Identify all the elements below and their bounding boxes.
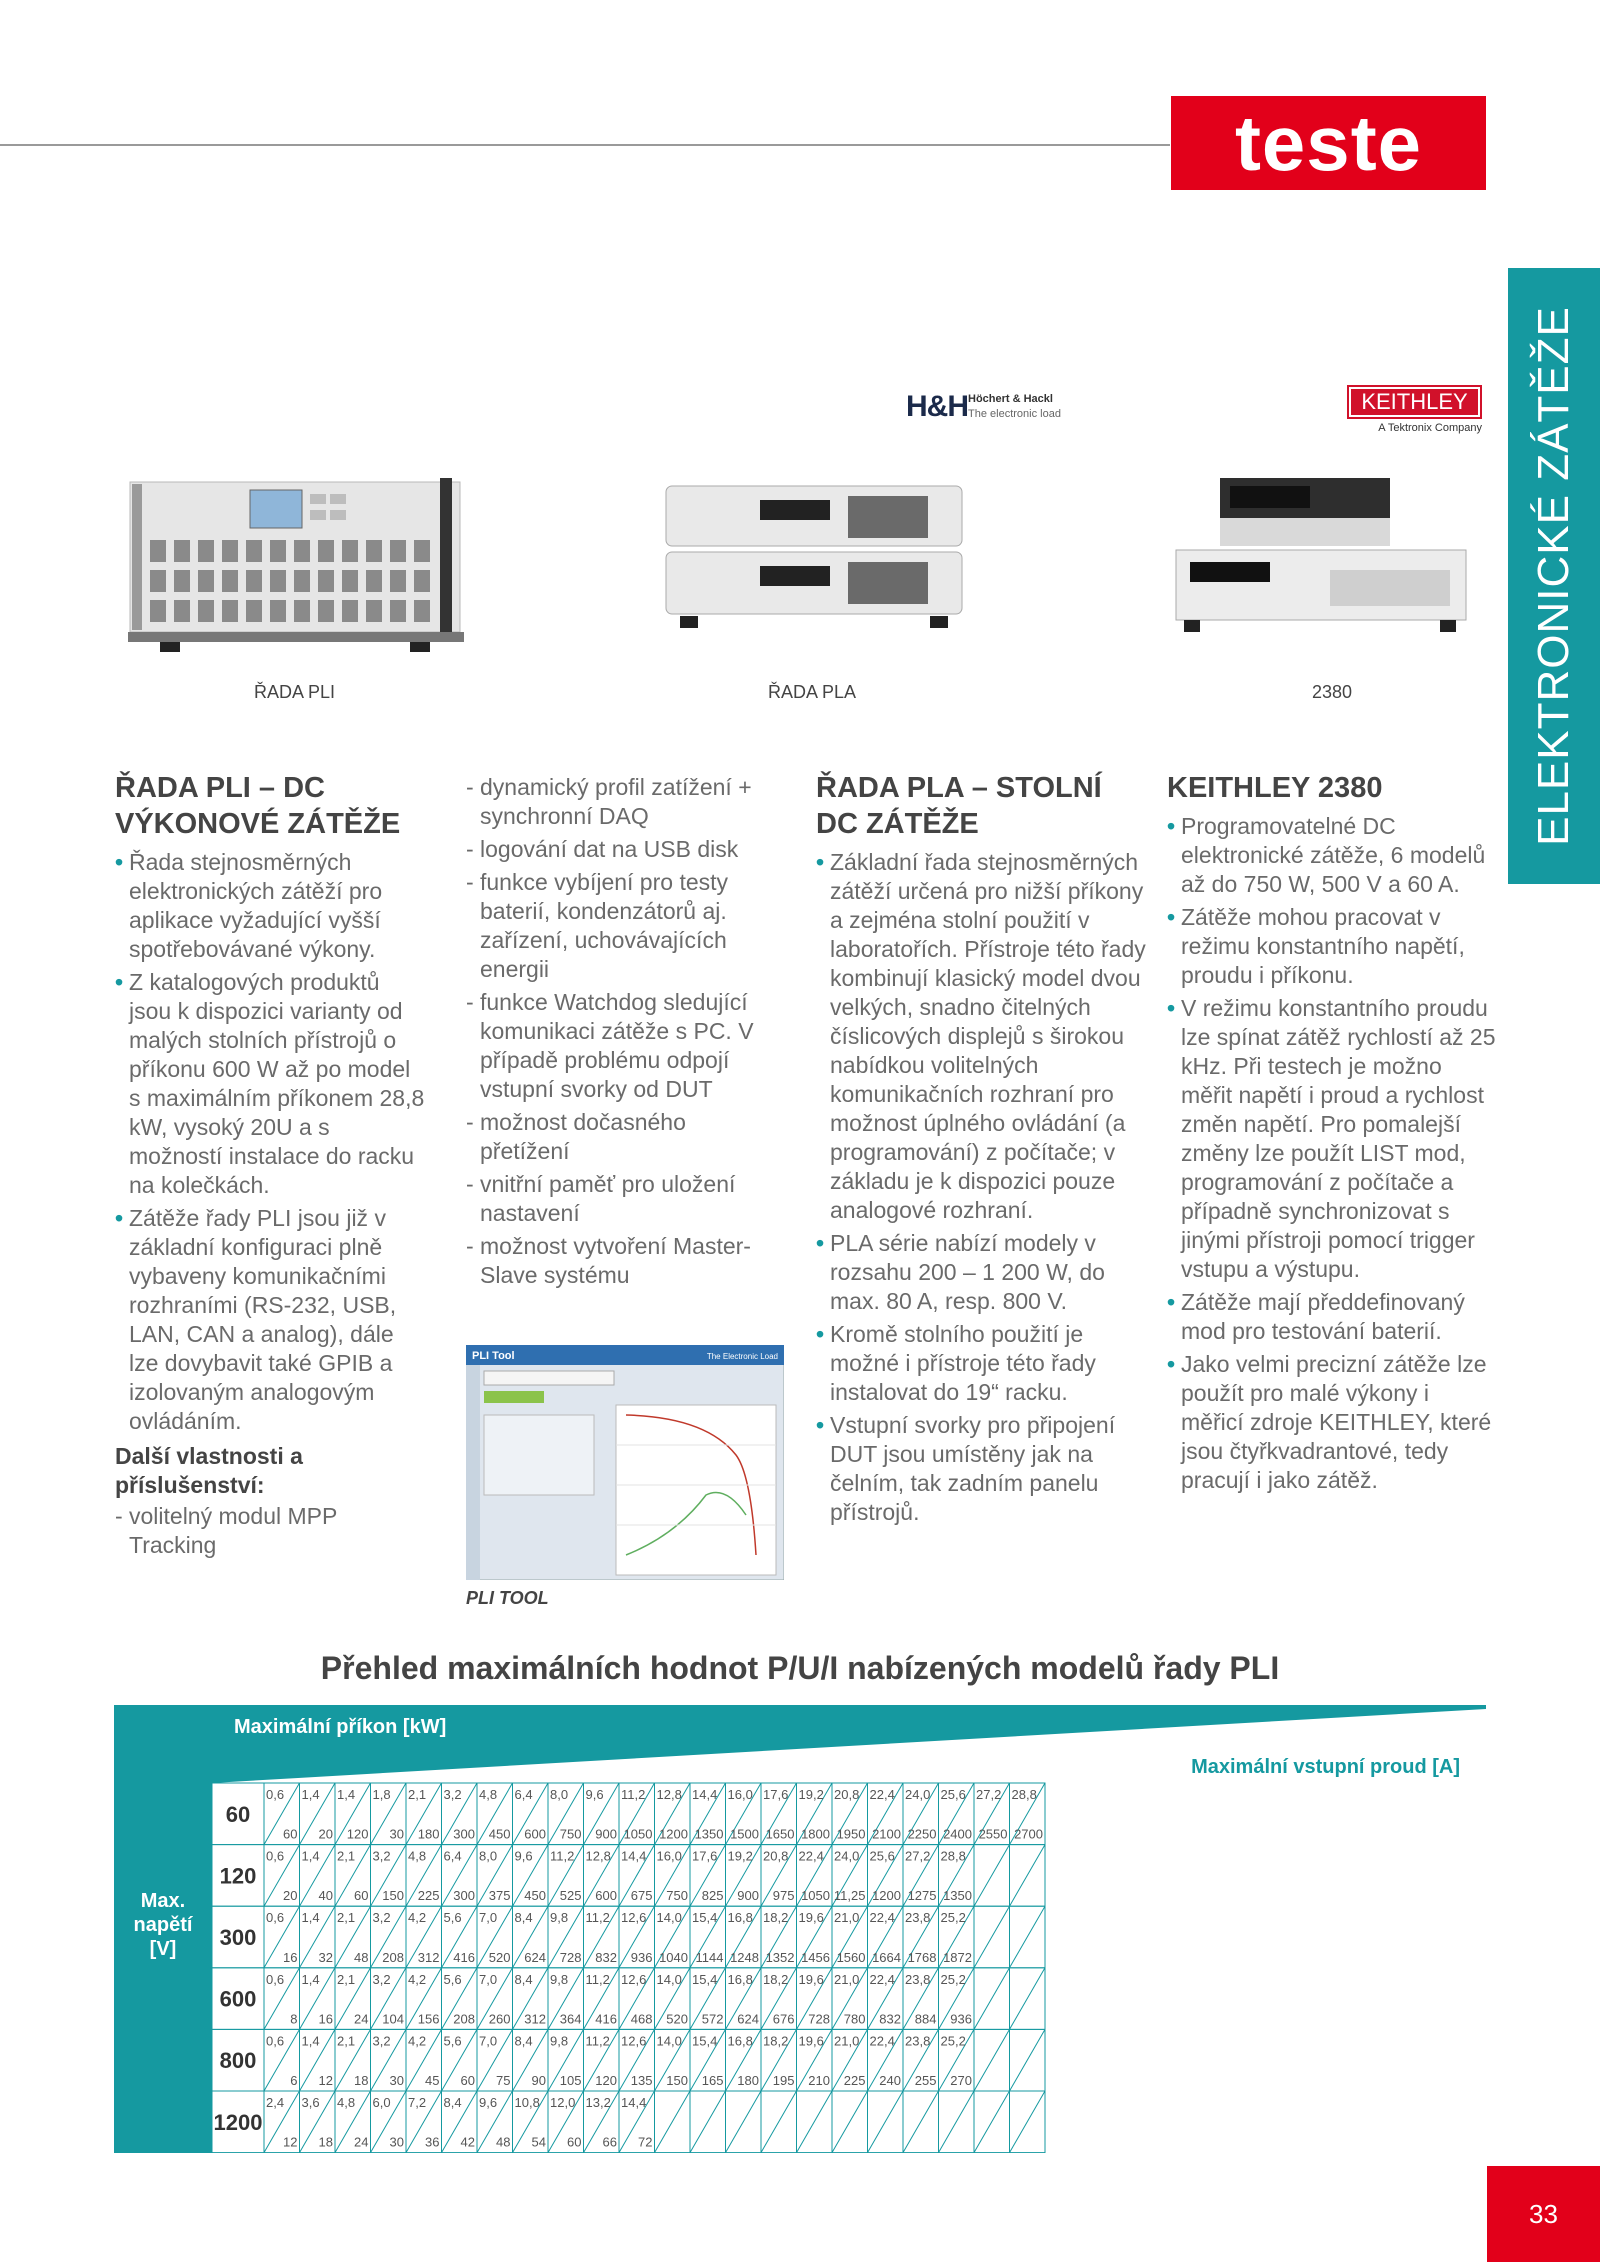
cell-power: 19,2	[727, 1848, 753, 1864]
cell-power: 12,8	[656, 1787, 682, 1802]
cell-current: 12	[283, 2134, 298, 2150]
cell-current: 600	[524, 1826, 546, 1842]
cell-power: 14,4	[692, 1787, 718, 1802]
cell-current: 36	[425, 2134, 440, 2150]
keithley-bullet: • Zátěže mají předdefinovaný mod pro testování baterií.	[1167, 1288, 1497, 1346]
cell-current: 416	[595, 2011, 617, 2027]
cell-current: 60	[567, 2134, 582, 2150]
cell-current: 832	[595, 1949, 617, 1965]
cell-current: 20	[283, 1888, 298, 1904]
cell-power: 9,8	[550, 1971, 569, 1987]
cell-current: 210	[808, 2073, 830, 2088]
cell-power: 22,4	[869, 1910, 895, 1926]
pla-column	[816, 770, 1146, 1531]
hh-logo-line2: The electronic load	[968, 408, 1061, 420]
cell-power: 22,4	[869, 1787, 895, 1802]
cell-current: 2700	[1014, 1826, 1043, 1842]
cell-current: 16	[318, 2011, 333, 2027]
cell-current: 270	[950, 2073, 972, 2088]
cell-power: 20,8	[834, 1787, 860, 1802]
cell-power: 21,0	[834, 2033, 860, 2049]
pli-bullet: • Z katalogových produktů jsou k dispozici varianty od malých stolních přístrojů o příkonu 600 W až po model s maximálním příkonem 28,8 kW, vysoký 20U a s možností instalace do racku na kolečkách.	[115, 968, 425, 1200]
cell-current: 676	[772, 2011, 795, 2027]
cell-current: 750	[559, 1826, 582, 1842]
cell-power: 19,6	[798, 1971, 824, 1987]
cell-current: 18	[354, 2073, 369, 2088]
pla-bullet: • Kromě stolního použití je možné i přístroje této řady instalovat do 19“ racku.	[816, 1320, 1146, 1407]
cell-power: 25,2	[940, 1910, 966, 1926]
cell-power: 6,4	[443, 1848, 462, 1864]
cell-current: 520	[666, 2011, 688, 2027]
pli-feature-item: - možnost vytvoření Master-Slave systému	[466, 1232, 776, 1290]
cell-current: 450	[488, 1826, 511, 1842]
cell-current: 1275	[907, 1888, 937, 1904]
cell-power: 0,6	[266, 2033, 285, 2049]
cell-current: 300	[453, 1826, 475, 1842]
cell-current: 260	[488, 2011, 511, 2027]
cell-power: 4,8	[337, 2095, 356, 2110]
cell-power: 3,2	[443, 1787, 462, 1802]
voltage-row-label: 120	[219, 1863, 257, 1889]
cell-power: 9,6	[514, 1848, 533, 1864]
pli-feature-item: - funkce Watchdog sledující komunikaci zátěže s PC. V případě problému odpojí vstupní svorky od DUT	[466, 988, 776, 1104]
pli-bullet: • Zátěže řady PLI jsou již v základní konfiguraci plně vybaveny komunikačními rozhraními (RS-232, USB, LAN, CAN a analog), dále lze dovybavit také GPIB a izolovaným analogovým ovládáním.	[115, 1204, 425, 1436]
cell-current: 11,25	[833, 1888, 866, 1904]
cell-current: 208	[453, 2011, 475, 2027]
cell-power: 16,8	[727, 1910, 753, 1926]
cell-current: 832	[879, 2011, 901, 2027]
table-title: Přehled maximálních hodnot P/U/I nabízených modelů řady PLI	[320, 1650, 1280, 1686]
cell-current: 8	[290, 2011, 298, 2027]
pui-table	[114, 1705, 1486, 2153]
cell-power: 1,4	[301, 2033, 320, 2049]
cell-current: 18	[318, 2134, 333, 2150]
cell-power: 2,1	[337, 1848, 356, 1864]
cell-power: 8,4	[514, 2033, 533, 2049]
cell-current: 1350	[943, 1888, 972, 1904]
cell-power: 27,2	[976, 1787, 1002, 1802]
voltage-label-line: [V]	[149, 1938, 177, 1960]
hh-logo-mark: H&H	[906, 390, 968, 423]
cell-power: 18,2	[763, 2033, 789, 2049]
cell-power: 16,0	[727, 1787, 753, 1802]
cell-power: 6,0	[372, 2095, 391, 2110]
cell-power: 20,8	[763, 1848, 789, 1864]
pli-tool-app-title: PLI Tool	[472, 1350, 515, 1362]
pli-tool-brand: The Electronic Load	[706, 1352, 778, 1361]
pli-features-column	[466, 773, 776, 1294]
cell-power: 12,0	[550, 2095, 576, 2110]
cell-current: 24	[354, 2134, 369, 2150]
pli-product-image	[120, 470, 480, 670]
voltage-row-label: 60	[225, 1801, 251, 1827]
cell-current: 150	[382, 1888, 404, 1904]
cell-current: 2100	[872, 1826, 901, 1842]
cell-current: 600	[595, 1888, 617, 1904]
cell-current: 624	[524, 1949, 546, 1965]
cell-power: 17,6	[763, 1787, 789, 1802]
cell-current: 1200	[659, 1826, 688, 1842]
cell-power: 11,2	[585, 1910, 610, 1926]
cell-current: 120	[346, 1826, 369, 1842]
cell-current: 416	[453, 1949, 475, 1965]
cell-current: 1040	[659, 1949, 688, 1965]
cell-current: 750	[666, 1888, 688, 1904]
cell-power: 5,6	[443, 1971, 462, 1987]
cell-current: 300	[453, 1888, 475, 1904]
cell-power: 19,6	[798, 1910, 824, 1926]
cell-power: 1,4	[301, 1910, 320, 1926]
cell-current: 1872	[943, 1949, 972, 1965]
cell-power: 23,8	[905, 2033, 931, 2049]
cell-power: 21,0	[834, 1971, 860, 1987]
cell-power: 3,2	[372, 2033, 391, 2049]
cell-power: 2,1	[337, 2033, 356, 2049]
cell-power: 1,4	[337, 1787, 356, 1802]
cell-power: 18,2	[763, 1971, 789, 1987]
cell-current: 165	[701, 2073, 724, 2088]
cell-power: 12,6	[621, 2033, 647, 2049]
cell-current: 104	[382, 2011, 404, 2027]
voltage-row-label: 1200	[213, 2109, 263, 2135]
pli-bullet: • Řada stejnosměrných elektronických zátěží pro aplikace vyžadující vyšší spotřebovávané výkony.	[115, 848, 425, 964]
cell-power: 8,4	[443, 2095, 462, 2110]
header-rule	[0, 144, 1170, 146]
cell-power: 25,2	[940, 1971, 966, 1987]
cell-current: 2550	[978, 1826, 1008, 1842]
cell-current: 16	[283, 1949, 298, 1965]
cell-power: 3,2	[372, 1848, 391, 1864]
cell-power: 23,8	[905, 1971, 931, 1987]
cell-power: 9,8	[550, 1910, 569, 1926]
pli-caption: ŘADA PLI	[254, 682, 336, 702]
cell-power: 0,6	[266, 1787, 285, 1802]
cell-power: 11,2	[621, 1787, 646, 1802]
cell-current: 468	[630, 2011, 653, 2027]
cell-current: 1050	[801, 1888, 830, 1904]
cell-current: 150	[666, 2073, 688, 2088]
cell-power: 27,2	[905, 1848, 931, 1864]
cell-power: 7,0	[479, 2033, 498, 2049]
cell-current: 60	[460, 2073, 475, 2088]
cell-current: 900	[595, 1826, 617, 1842]
pla-bullet: • Základní řada stejnosměrných zátěží určená pro nižší příkony a zejména stolní použití v laboratořích. Přístroje této řady kombinují klasický model dvou velkých, snadno čitelných číslicových displejů s širokou nabídkou volitelných komunikačních rozhraní pro možnost úplného ovládání (a programování) z počítače; v základu je k dispozici pouze analogové rozhraní.	[816, 848, 1146, 1225]
cell-current: 135	[630, 2073, 653, 2088]
cell-current: 54	[531, 2134, 546, 2150]
cell-current: 60	[354, 1888, 369, 1904]
cell-power: 28,8	[940, 1848, 966, 1864]
cell-power: 25,6	[940, 1787, 966, 1802]
cell-power: 22,4	[869, 1971, 895, 1987]
cell-power: 9,8	[550, 2033, 569, 2049]
pla-bullet: • Vstupní svorky pro připojení DUT jsou umístěny jak na čelním, tak zadním panelu přístrojů.	[816, 1411, 1146, 1527]
cell-power: 11,2	[585, 2033, 610, 2049]
cell-current: 1800	[801, 1826, 830, 1842]
hh-logo	[906, 390, 1066, 426]
cell-current: 1650	[765, 1826, 795, 1842]
cell-power: 25,6	[869, 1848, 895, 1864]
cell-current: 72	[638, 2134, 653, 2150]
cell-power: 17,6	[692, 1848, 718, 1864]
cell-current: 975	[772, 1888, 795, 1904]
page-number: 33	[1487, 2166, 1600, 2262]
cell-power: 1,8	[372, 1787, 391, 1802]
cell-power: 9,6	[479, 2095, 498, 2110]
cell-current: 6	[290, 2073, 298, 2088]
cell-current: 936	[950, 2011, 972, 2027]
cell-power: 4,8	[408, 1848, 427, 1864]
cell-power: 24,0	[905, 1787, 931, 1802]
pli-title: ŘADA PLI – DC VÝKONOVÉ ZÁTĚŽE	[115, 772, 401, 840]
keithley-logo-sub: A Tektronix Company	[1378, 422, 1482, 434]
cell-current: 42	[460, 2134, 475, 2150]
cell-current: 572	[701, 2011, 724, 2027]
cell-current: 936	[630, 1949, 653, 1965]
cell-power: 11,2	[585, 1971, 610, 1987]
pli-feature-item: - dynamický profil zatížení + synchronní DAQ	[466, 773, 776, 831]
voltage-label-line: Max.	[140, 1890, 186, 1912]
voltage-row-label: 600	[219, 1986, 257, 2012]
keithley-column	[1167, 770, 1497, 1499]
cell-current: 1200	[872, 1888, 901, 1904]
cell-power: 7,0	[479, 1910, 498, 1926]
cell-current: 525	[559, 1888, 582, 1904]
cell-current: 255	[914, 2073, 937, 2088]
pli-tool-caption: PLI TOOL	[466, 1588, 549, 1608]
section-side-tab	[1508, 268, 1600, 884]
cell-current: 45	[425, 2073, 440, 2088]
cell-power: 21,0	[834, 1910, 860, 1926]
cell-power: 8,4	[514, 1910, 533, 1926]
pla-bullet: • PLA série nabízí modely v rozsahu 200 – 1 200 W, do max. 80 A, resp. 800 V.	[816, 1229, 1146, 1316]
cell-current: 40	[318, 1888, 333, 1904]
cell-current: 520	[488, 1949, 511, 1965]
cell-power: 4,2	[408, 1971, 427, 1987]
keithley-logo	[1347, 385, 1482, 434]
cell-current: 780	[843, 2011, 866, 2027]
keithley-2380-product-image	[1170, 470, 1480, 640]
cell-power: 3,2	[372, 1971, 391, 1987]
keithley-bullet: • V režimu konstantního proudu lze spínat zátěž rychlostí až 25 kHz. Při testech je možno měřit napětí i proud a rychlost změn napětí. Pro pomalejší změny lze použít LIST mod, programování z počítače a případně synchronizovat s jinými přístroji pomocí trigger vstupu a výstupu.	[1167, 994, 1497, 1284]
cell-power: 14,0	[656, 2033, 682, 2049]
keithley-logo-name: KEITHLEY	[1347, 385, 1482, 419]
cell-power: 14,0	[656, 1971, 682, 1987]
cell-power: 12,6	[621, 1971, 647, 1987]
cell-power: 24,0	[834, 1848, 860, 1864]
cell-current: 240	[879, 2073, 901, 2088]
pli-feature-item: - logování dat na USB disk	[466, 835, 776, 864]
cell-power: 14,0	[656, 1910, 682, 1926]
cell-power: 22,4	[869, 2033, 895, 2049]
cell-current: 364	[559, 2011, 582, 2027]
cell-current: 1950	[836, 1826, 866, 1842]
cell-current: 1144	[695, 1949, 724, 1965]
pli-feature-item: - možnost dočasného přetížení	[466, 1108, 776, 1166]
cell-power: 16,0	[656, 1848, 682, 1864]
cell-current: 195	[772, 2073, 795, 2088]
cell-current: 1050	[623, 1826, 653, 1842]
cell-current: 1560	[836, 1949, 866, 1965]
cell-current: 884	[914, 2011, 937, 2027]
cell-power: 1,4	[301, 1971, 320, 1987]
cell-power: 23,8	[905, 1910, 931, 1926]
pli-accessory-item: - volitelný modul MPP Tracking	[115, 1502, 425, 1560]
cell-current: 30	[389, 2073, 404, 2088]
cell-current: 225	[417, 1888, 440, 1904]
section-side-tab-label: ELEKTRONICKÉ ZÁTĚŽE	[1529, 306, 1578, 846]
keithley-title: KEITHLEY 2380	[1167, 772, 1383, 804]
cell-current: 1500	[730, 1826, 759, 1842]
cell-current: 312	[417, 1949, 440, 1965]
cell-current: 48	[354, 1949, 369, 1965]
cell-power: 8,0	[550, 1787, 569, 1802]
cell-current: 48	[496, 2134, 511, 2150]
cell-power: 2,4	[266, 2095, 285, 2110]
cell-power: 19,6	[798, 2033, 824, 2049]
cell-current: 156	[417, 2011, 440, 2027]
cell-power: 9,6	[585, 1787, 604, 1802]
current-axis-label: Maximální vstupní proud [A]	[1191, 1756, 1460, 1778]
cell-power: 6,4	[514, 1787, 533, 1802]
cell-power: 22,4	[798, 1848, 824, 1864]
cell-power: 12,6	[621, 1910, 647, 1926]
cell-power: 1,4	[301, 1848, 320, 1864]
voltage-label-line: napětí	[133, 1914, 193, 1936]
cell-power: 8,4	[514, 1971, 533, 1987]
cell-power: 14,4	[621, 2095, 647, 2110]
cell-current: 1768	[907, 1949, 937, 1965]
cell-current: 180	[737, 2073, 759, 2088]
cell-power: 4,2	[408, 1910, 427, 1926]
cell-power: 19,2	[798, 1787, 824, 1802]
keithley-bullet: • Zátěže mohou pracovat v režimu konstantního napětí, proudu i příkonu.	[1167, 903, 1497, 990]
pli-feature-item: - funkce vybíjení pro testy baterií, kondenzátorů aj. zařízení, uchovávajících energii	[466, 868, 776, 984]
cell-power: 18,2	[763, 1910, 789, 1926]
cell-power: 3,6	[301, 2095, 320, 2110]
cell-current: 728	[808, 2011, 830, 2027]
cell-current: 825	[701, 1888, 724, 1904]
cell-current: 675	[630, 1888, 653, 1904]
cell-power: 5,6	[443, 1910, 462, 1926]
cell-power: 16,8	[727, 2033, 753, 2049]
cell-current: 1456	[801, 1949, 830, 1965]
cell-current: 20	[318, 1826, 333, 1842]
cell-current: 1352	[765, 1949, 795, 1965]
cell-current: 60	[283, 1826, 298, 1842]
cell-power: 10,8	[514, 2095, 540, 2110]
pli-accessories-title: Další vlastnosti a příslušenství:	[115, 1443, 303, 1498]
keithley-bullet: • Jako velmi precizní zátěže lze použít pro malé výkony i měřicí zdroje KEITHLEY, které jsou čtyřkvadrantové, tedy pracují i jako zátěž.	[1167, 1350, 1497, 1495]
cell-power: 0,6	[266, 1971, 285, 1987]
hh-logo-line1: Höchert & Hackl	[968, 393, 1053, 405]
cell-current: 900	[737, 1888, 759, 1904]
cell-current: 32	[318, 1949, 333, 1965]
teste-logo: teste	[1171, 96, 1486, 190]
cell-power: 8,0	[479, 1848, 498, 1864]
cell-current: 30	[389, 1826, 404, 1842]
keithley-bullet: • Programovatelné DC elektronické zátěže, 6 modelů až do 750 W, 500 V a 60 A.	[1167, 812, 1497, 899]
cell-power: 3,2	[372, 1910, 391, 1926]
pli-feature-item: - vnitřní paměť pro uložení nastavení	[466, 1170, 776, 1228]
cell-current: 180	[417, 1826, 440, 1842]
cell-current: 1664	[872, 1949, 901, 1965]
cell-power: 16,8	[727, 1971, 753, 1987]
cell-power: 4,2	[408, 2033, 427, 2049]
cell-current: 90	[531, 2073, 546, 2088]
cell-power: 0,6	[266, 1848, 285, 1864]
cell-current: 30	[389, 2134, 404, 2150]
cell-current: 1350	[694, 1826, 724, 1842]
cell-current: 450	[524, 1888, 546, 1904]
cell-current: 208	[382, 1949, 404, 1965]
cell-power: 14,4	[621, 1848, 647, 1864]
cell-power: 28,8	[1011, 1787, 1037, 1802]
voltage-row-label: 800	[219, 2048, 257, 2074]
cell-power: 11,2	[550, 1848, 575, 1864]
pla-caption: ŘADA PLA	[768, 682, 857, 702]
k2380-caption: 2380	[1312, 682, 1353, 702]
cell-current: 75	[496, 2073, 511, 2088]
pli-tool-screenshot	[466, 1345, 784, 1580]
cell-current: 728	[559, 1949, 582, 1965]
cell-power: 2,1	[337, 1910, 356, 1926]
cell-power: 7,2	[408, 2095, 427, 2110]
cell-current: 120	[595, 2073, 617, 2088]
cell-power: 13,2	[585, 2095, 611, 2110]
cell-power: 12,8	[585, 1848, 611, 1864]
cell-current: 66	[602, 2134, 617, 2150]
cell-power: 7,0	[479, 1971, 498, 1987]
cell-current: 1248	[730, 1949, 759, 1965]
cell-current: 2250	[907, 1826, 937, 1842]
cell-power: 15,4	[692, 1910, 718, 1926]
cell-power: 1,4	[301, 1787, 320, 1802]
cell-power: 0,6	[266, 1910, 285, 1926]
cell-current: 225	[843, 2073, 866, 2088]
pla-product-image	[660, 478, 970, 638]
cell-current: 624	[737, 2011, 759, 2027]
cell-power: 2,1	[337, 1971, 356, 1987]
cell-power: 15,4	[692, 2033, 718, 2049]
voltage-row-label: 300	[219, 1925, 257, 1950]
cell-power: 5,6	[443, 2033, 462, 2049]
cell-current: 375	[488, 1888, 511, 1904]
cell-current: 12	[318, 2073, 333, 2088]
cell-current: 2400	[943, 1826, 972, 1842]
cell-power: 2,1	[408, 1787, 427, 1802]
cell-current: 24	[354, 2011, 369, 2027]
pla-title: ŘADA PLA – STOLNÍ DC ZÁTĚŽE	[816, 772, 1102, 840]
cell-current: 105	[559, 2073, 582, 2088]
cell-power: 15,4	[692, 1971, 718, 1987]
cell-power: 4,8	[479, 1787, 498, 1802]
cell-power: 25,2	[940, 2033, 966, 2049]
pli-column	[115, 770, 425, 1564]
power-axis-label: Maximální příkon [kW]	[234, 1716, 447, 1738]
cell-current: 312	[524, 2011, 546, 2027]
